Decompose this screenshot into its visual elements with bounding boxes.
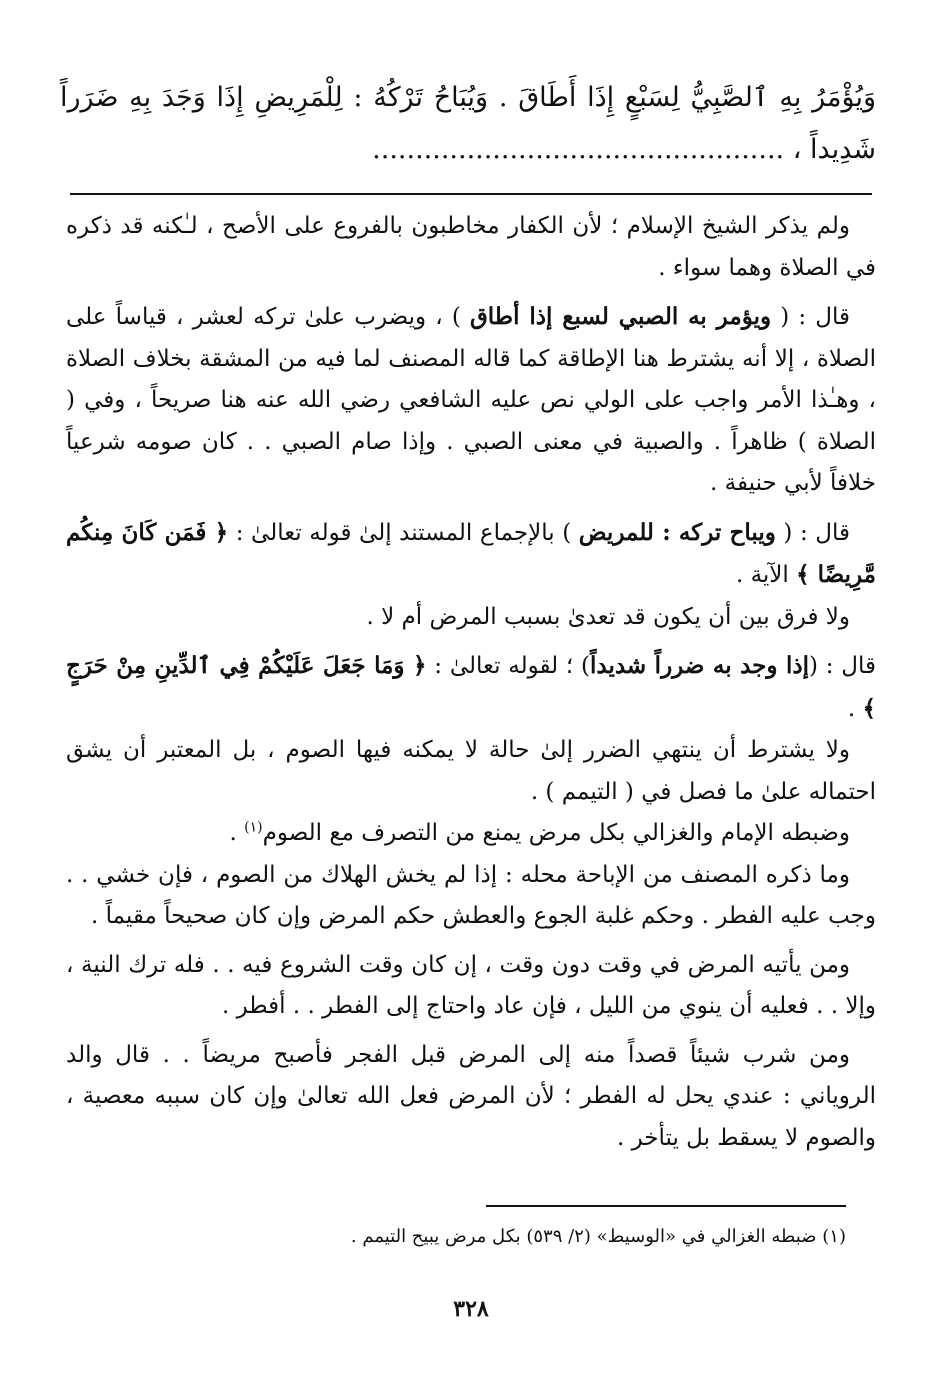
footnote-marker: (١): [244, 819, 263, 836]
matn-line-1: وَيُؤْمَرُ بِهِ ٱلصَّبِيُّ لِسَبْعٍ إِذَا أَطَاقَ . وَيُبَاحُ تَرْكُهُ : لِلْمَرِيضِ إِذَا وَجَدَ بِهِ ضَرَراً: [60, 82, 876, 113]
matn-separator-rule: [70, 193, 872, 195]
quran-verse: ﴿ وَمَا جَعَلَ عَلَيْكُمْ فِي ٱلدِّينِ مِنْ حَرَجٍ ﴾: [66, 652, 876, 722]
quran-verse: ﴿ فَمَن كَانَ مِنكُم مَّرِيضًا ﴾: [66, 518, 876, 588]
footnote-separator-rule: [486, 1205, 846, 1207]
paragraph: ومن يأتيه المرض في وقت دون وقت ، إن كان وقت الشروع فيه . . فله ترك النية ، وإلا . . فعليه أن ينوي من الليل ، فإن عاد واحتاج إلى الفطر . . أفطر .: [66, 951, 876, 1019]
footnote-text: ضبطه الغزالي في «الوسيط» (٢/ ٥٣٩) بكل مرض يبيح التيمم .: [350, 1226, 817, 1247]
paragraph: ولا يشترط أن ينتهي الضرر إلىٰ حالة لا يمكنه فيها الصوم ، بل المعتبر أن يشق احتماله علىٰ ما فصل في ( التيمم ) .: [66, 737, 876, 805]
matn-line-2: شَدِيداً ،: [792, 134, 876, 165]
quoted-matn: ويباح تركه : للمريض: [578, 518, 776, 546]
paragraph: وضبطه الإمام والغزالي بكل مرض يمنع من التصرف مع الصوم$^{(١)}$ .: [229, 819, 850, 846]
paragraph: ولا فرق بين أن يكون قد تعدىٰ بسبب المرض أم لا .: [366, 603, 850, 630]
paragraph: قال : ( ويؤمر به الصبي لسبع إذا أطاق ) ، ويضرب علىٰ تركه لعشر ، قياساً على الصلاة ، إلا أنه يشترط هنا الإطاقة كما قاله المصنف لما فيه من المشقة بخلاف الصلاة ، وهـٰذا الأمر واجب على الولي نص عليه الشافعي رضي الله عنه هنا صريحاً ، وفي ( الصلاة ) ظاهراً . والصبية في معنى الصبي . وإذا صام الصبي . . كان صومه شرعياً خلافاً لأبي حنيفة .: [66, 303, 876, 496]
quoted-matn: إذا وجد به ضرراً شديداً: [590, 652, 809, 679]
commentary-text: [66, 206, 876, 1159]
page-number: ٣٢٨: [453, 1296, 489, 1322]
paragraph: ومن شرب شيئاً قصداً منه إلى المرض قبل الفجر فأصبح مريضاً . . قال والد الروياني : عندي يحل له الفطر ؛ لأن المرض فعل الله تعالىٰ وإن كان سببه معصية ، والصوم لا يسقط بل يتأخر .: [66, 1041, 876, 1151]
paragraph: ولم يذكر الشيخ الإسلام ؛ لأن الكفار مخاطبون بالفروع على الأصح ، لـٰكنه قد ذكره في الصلاة وهما سواء .: [66, 213, 876, 281]
footnote: [96, 1222, 846, 1252]
quoted-matn: ويؤمر به الصبي لسبع إذا أطاق: [469, 303, 772, 330]
paragraph: قال : (إذا وجد به ضرراً شديداً) ؛ لقوله تعالىٰ : ﴿ وَمَا جَعَلَ عَلَيْكُمْ فِي ٱلدِّينِ مِنْ حَرَجٍ ﴾ .: [66, 652, 877, 722]
matn-text: [60, 72, 876, 176]
paragraph: قال : ( ويباح تركه : للمريض ) بالإجماع المستند إلىٰ قوله تعالىٰ : ﴿ فَمَن كَانَ مِنكُم مَّرِيضًا ﴾ الآية .: [66, 518, 876, 588]
matn-dots: ................................................: [372, 134, 785, 165]
footnote-number: (١): [822, 1226, 846, 1247]
paragraph: وما ذكره المصنف من الإباحة محله : إذا لم يخش الهلاك من الصوم ، فإن خشي . . وجب عليه الفطر . وحكم غلبة الجوع والعطش حكم المرض وإن كان صحيحاً مقيماً .: [66, 861, 876, 929]
